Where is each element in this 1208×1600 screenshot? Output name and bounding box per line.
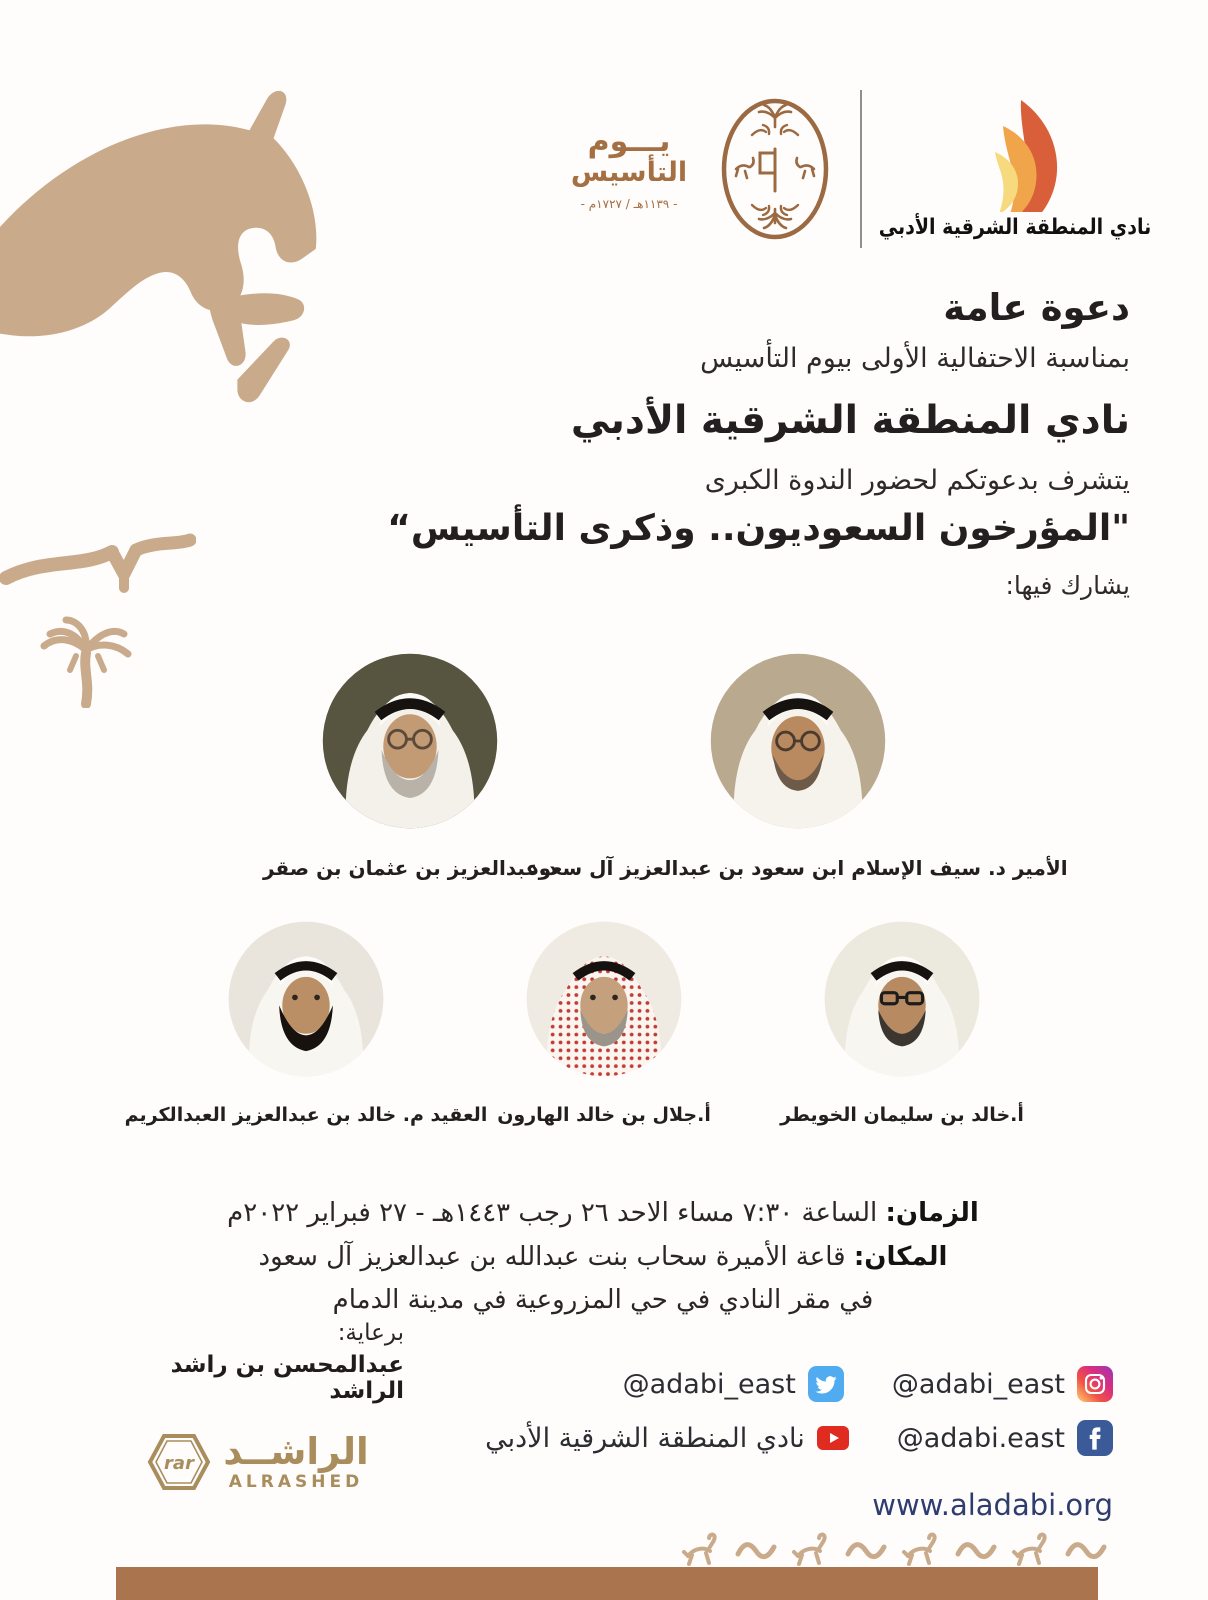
speakers-row-2 — [0, 920, 1208, 1126]
speakers-row-1 — [0, 652, 1208, 880]
invitation-title: دعوة عامة — [943, 286, 1130, 329]
speaker-name: أ.خالد بن سليمان الخويطر — [780, 1104, 1024, 1126]
speaker-name: أ.جلال بن خالد الهارون — [497, 1104, 711, 1126]
youtube-icon[interactable] — [817, 1426, 849, 1450]
speaker-photo — [321, 652, 499, 830]
instagram-entry[interactable] — [892, 1366, 1113, 1402]
speaker-card — [758, 920, 1046, 1126]
invitation-text — [360, 286, 1130, 600]
youtube-entry[interactable] — [485, 1420, 849, 1456]
sponsor-label: برعاية: — [337, 1320, 404, 1346]
instagram-handle[interactable]: @adabi_east — [891, 1368, 1065, 1400]
event-place: المكان: قاعة الأميرة سحاب بنت عبدالله بن عبدالعزيز آل سعود — [258, 1241, 948, 1272]
event-time: الزمان: الساعة ٧:٣٠ مساء الاحد ٢٦ رجب ١٤٤٣هـ - ٢٧ فبراير ٢٠٢٢م — [227, 1198, 979, 1228]
founding-day-title: يـــوم — [587, 124, 671, 160]
alrashed-hexagon-icon — [147, 1430, 211, 1494]
speaker-photo — [709, 652, 887, 830]
sponsor-name: عبدالمحسن بن راشد الراشد — [170, 1352, 404, 1404]
speaker-card — [124, 920, 488, 1126]
speaker-photo — [227, 920, 385, 1078]
twitter-entry[interactable] — [623, 1366, 844, 1402]
event-place-line2: في مقر النادي في حي المزروعية في مدينة الدمام — [332, 1285, 874, 1316]
founding-day-dates: - ١١٣٩هـ / ١٧٢٧م - — [580, 196, 678, 211]
founding-day-logo: يـــوم التأسيس - ١١٣٩هـ / ١٧٢٧م - — [568, 127, 690, 210]
twitter-handle[interactable]: @adabi_east — [622, 1368, 796, 1400]
header-divider — [860, 90, 862, 248]
invite-line: يتشرف بدعوتكم لحضور الندوة الكبرى — [704, 465, 1130, 496]
speaker-card — [528, 652, 1068, 880]
speaker-name: د.عبدالعزيز بن عثمان بن صقر — [262, 856, 558, 880]
website-url[interactable]: www.aladabi.org — [872, 1488, 1113, 1522]
club-flame-icon — [963, 100, 1067, 212]
seminar-title: "المؤرخون السعوديون.. وذكرى التأسيس“ — [387, 508, 1130, 549]
participants-label: يشارك فيها: — [1005, 571, 1130, 600]
speaker-photo — [525, 920, 683, 1078]
bottom-bar — [116, 1567, 1098, 1600]
facebook-entry[interactable] — [897, 1420, 1113, 1456]
alrashed-logo — [112, 1430, 404, 1494]
alrashed-english: ALRASHED — [228, 1472, 364, 1492]
youtube-channel[interactable]: نادي المنطقة الشرقية الأدبي — [485, 1422, 805, 1454]
club-logo — [878, 100, 1152, 240]
instagram-icon[interactable] — [1077, 1366, 1113, 1402]
facebook-handle[interactable]: @adabi.east — [896, 1422, 1065, 1454]
social-block — [453, 1366, 1113, 1474]
alrashed-arabic: الراشــد — [223, 1430, 369, 1473]
founding-day-seal — [718, 93, 832, 245]
speaker-name: الأمير د. سيف الإسلام ابن سعود بن عبدالعزيز آل سعود — [528, 856, 1068, 880]
facebook-icon[interactable] — [1077, 1420, 1113, 1456]
svg-text:rar: rar — [164, 1453, 195, 1474]
club-logo-text: نادي المنطقة الشرقية الأدبي — [878, 214, 1152, 240]
petroglyph-strip — [678, 1530, 1110, 1568]
header-logos — [568, 86, 1152, 252]
speaker-card — [460, 920, 748, 1126]
twitter-icon[interactable] — [808, 1366, 844, 1402]
leaping-horse-petroglyph — [0, 88, 332, 460]
speaker-photo — [823, 920, 981, 1078]
speaker-name: العقيد م. خالد بن عبدالعزيز العبدالكريم — [124, 1104, 488, 1126]
club-name: نادي المنطقة الشرقية الأدبي — [570, 398, 1130, 443]
occasion-line: بمناسبة الاحتفالية الأولى بيوم التأسيس — [700, 343, 1130, 374]
sponsor-block — [112, 1320, 404, 1494]
event-details — [58, 1192, 1148, 1323]
wave-petroglyph — [0, 528, 196, 604]
speaker-card — [224, 652, 596, 880]
